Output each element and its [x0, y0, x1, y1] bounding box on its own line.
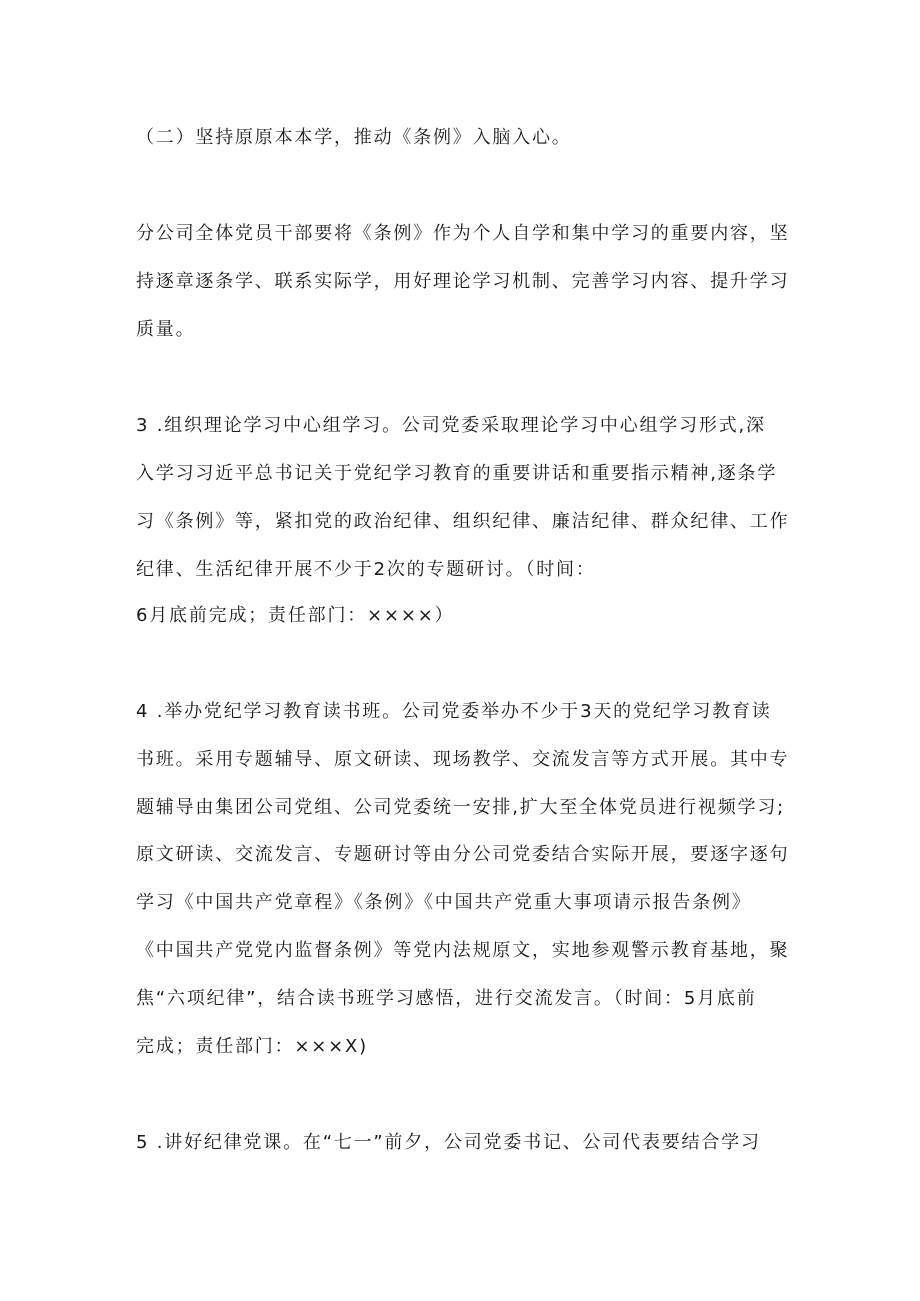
item-4-line-1: 4 .举办党纪学习教育读书班。公司党委举办不少于3天的党纪学习教育读 — [136, 701, 772, 722]
item-4-line-6: 《中国共产党党内监督条例》等党内法规原文，实地参观警示教育基地，聚 — [136, 940, 790, 961]
item-3-line-2: 入学习习近平总书记关于党纪学习教育的重要讲话和重要指示精神,逐条学 — [136, 463, 778, 484]
item-3-line-1: 3 .组织理论学习中心组学习。公司党委采取理论学习中心组学习形式,深 — [136, 415, 766, 436]
item-4-line-2: 书班。采用专题辅导、原文研读、现场教学、交流发言等方式开展。其中专 — [136, 749, 790, 770]
item-3-line-3: 习《条例》等，紧扣党的政治纪律、组织纪律、廉洁纪律、群众纪律、工作 — [136, 511, 790, 532]
item-4-line-5: 学习《中国共产党章程》《条例》《中国共产党重大事项请示报告条例》 — [136, 892, 752, 913]
intro-line-1: 分公司全体党员干部要将《条例》作为个人自学和集中学习的重要内容，坚 — [136, 223, 790, 244]
item-5-line-1: 5 .讲好纪律党课。在“七一”前夕，公司党委书记、公司代表要结合学习 — [136, 1132, 761, 1153]
item-4-line-7: 焦“六项纪律”，结合读书班学习感悟，进行交流发言。（时间：5月底前 — [136, 988, 757, 1009]
item-4-line-4: 原文研读、交流发言、专题研讨等由分公司党委结合实际开展，要逐字逐句 — [136, 844, 790, 865]
intro-line-2: 持逐章逐条学、联系实际学，用好理论学习机制、完善学习内容、提升学习 — [136, 271, 790, 292]
item-4-line-8: 完成；责任部门：×××X) — [136, 1036, 368, 1057]
item-3-line-5: 6月底前完成；责任部门：××××） — [136, 605, 455, 626]
intro-line-3: 质量。 — [136, 319, 196, 340]
item-4-line-3: 题辅导由集团公司党组、公司党委统一安排,扩大至全体党员进行视频学习; — [136, 797, 785, 818]
section-heading: （二）坚持原原本本学，推动《条例》入脑入心。 — [136, 127, 572, 148]
item-3-line-4: 纪律、生活纪律开展不少于2次的专题研讨。（时间： — [136, 559, 596, 580]
